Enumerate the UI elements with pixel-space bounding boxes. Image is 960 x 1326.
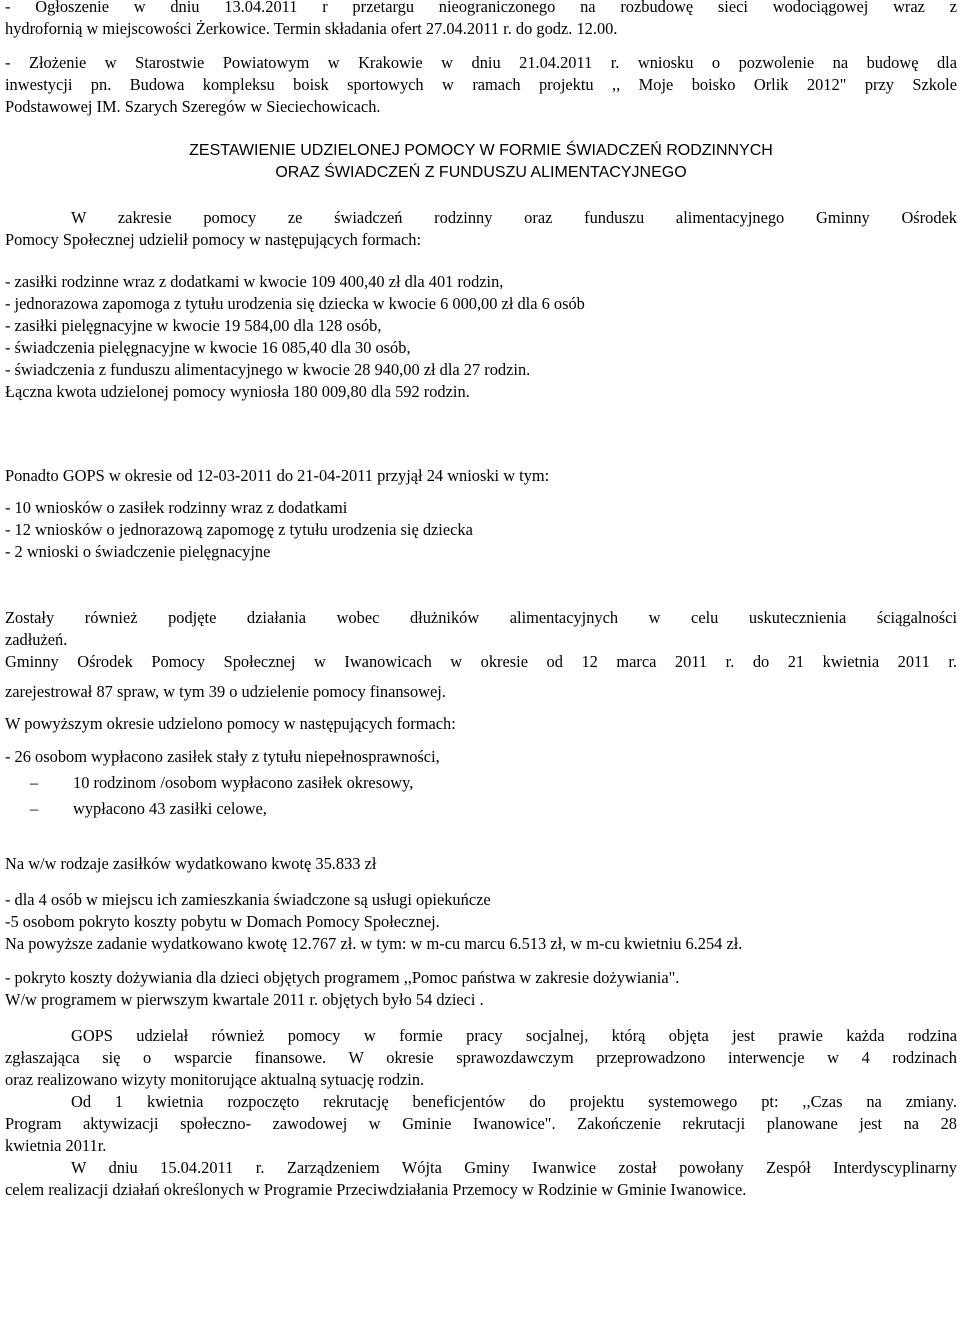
spending-line: Na w/w rodzaje zasiłków wydatkowano kwotę 35.833 zł <box>5 854 377 873</box>
social-work-paragraph: zgłaszająca się o wsparcie finansowe. W okresie sprawozdawczym przeprowadzono interwencje w 4 rodzinach <box>5 1048 957 1067</box>
announcement-line: - Ogłoszenie w dniu 13.04.2011 r przetargu nieograniczonego na rozbudowę sieci wodociągowej wraz z <box>5 0 957 16</box>
list-item: - 26 osobom wypłacono zasiłek stały z tytułu niepełnosprawności, <box>5 747 440 766</box>
announcement-line: hydrofornią w miejscowości Żerkowice. Termin składania ofert 27.04.2011 r. do godz. 12.00. <box>5 19 618 38</box>
list-item: - zasiłki rodzinne wraz z dodatkami w kwocie 109 400,40 zł dla 401 rodzin, <box>5 272 504 291</box>
project-paragraph: Od 1 kwietnia rozpoczęto rekrutację beneficjentów do projektu systemowego pt: ,,Czas na zmiany. <box>71 1092 957 1111</box>
project-paragraph: Program aktywizacji społeczno- zawodowej w Gminie Iwanowice". Zakończenie rekrutacji planowane jest na 28 <box>5 1114 957 1133</box>
list-item: - zasiłki pielęgnacyjne w kwocie 19 584,00 dla 128 osób, <box>5 316 382 335</box>
dash-list-text: 10 rodzinom /osobom wypłacono zasiłek okresowy, <box>73 773 414 792</box>
dash-list-item <box>5 798 957 820</box>
nutrition-line: - pokryto koszty dożywiania dla dzieci objętych programem ,,Pomoc państwa w zakresie dożywiania". <box>5 968 680 987</box>
debtors-line: Zostały również podjęte działania wobec dłużników alimentacyjnych w celu uskutecznienia ściągalności <box>5 608 957 627</box>
dash-list-item <box>5 772 957 794</box>
announcement-line: Podstawowej IM. Szarych Szeregów w Sieciechowicach. <box>5 97 381 116</box>
list-item: - jednorazowa zapomoga z tytułu urodzenia się dziecka w kwocie 6 000,00 zł dla 6 osób <box>5 294 585 313</box>
debtors-line: Gminny Ośrodek Pomocy Społecznej w Iwanowicach w okresie od 12 marca 2011 r. do 21 kwietnia 2011 r. <box>5 652 957 671</box>
care-line: -5 osobom pokryto koszty pobytu w Domach Pomocy Społecznej. <box>5 912 440 931</box>
debtors-line: zarejestrował 87 spraw, w tym 39 o udzielenie pomocy finansowej. <box>5 682 446 701</box>
project-paragraph: kwietnia 2011r. <box>5 1136 107 1155</box>
social-work-paragraph: GOPS udzielał również pomocy w formie pracy socjalnej, którą objęta jest prawie każda rodzina <box>71 1026 957 1045</box>
list-item: - świadczenia pielęgnacyjne w kwocie 16 085,40 dla 30 osób, <box>5 338 411 357</box>
announcement-line: inwestycji pn. Budowa kompleksu boisk sportowych w ramach projektu ,, Moje boisko Orlik 2012" przy Szkole <box>5 75 957 94</box>
nutrition-line: W/w programem w pierwszym kwartale 2011 r. objętych było 54 dzieci . <box>5 990 484 1009</box>
team-paragraph: W dniu 15.04.2011 r. Zarządzeniem Wójta Gminy Iwanwice został powołany Zespół Interdyscyplinarny <box>71 1158 957 1177</box>
list-item: - 10 wniosków o zasiłek rodzinny wraz z dodatkami <box>5 498 348 517</box>
total-line: Łączna kwota udzielonej pomocy wyniosła 180 009,80 dla 592 rodzin. <box>5 382 470 401</box>
intro-paragraph: Pomocy Społecznej udzielił pomocy w następujących formach: <box>5 230 422 249</box>
debtors-line: zadłużeń. <box>5 630 68 649</box>
care-line: Na powyższe zadanie wydatkowano kwotę 12.767 zł. w tym: w m-cu marcu 6.513 zł, w m-cu kwietniu 6.254 zł. <box>5 934 743 953</box>
intro-paragraph: W zakresie pomocy ze świadczeń rodzinny oraz funduszu alimentacyjnego Gminny Ośrodek <box>71 208 957 227</box>
dash-list-text: wypłacono 43 zasiłki celowe, <box>73 799 267 818</box>
announcement-line: - Złożenie w Starostwie Powiatowym w Krakowie w dniu 21.04.2011 r. wniosku o pozwolenie na budowę dla <box>5 53 957 72</box>
document-page <box>5 0 957 1201</box>
help-intro: W powyższym okresie udzielono pomocy w następujących formach: <box>5 714 456 733</box>
dash-bullet: – <box>30 799 39 818</box>
care-line: - dla 4 osób w miejscu ich zamieszkania świadczone są usługi opiekuńcze <box>5 890 491 909</box>
dash-bullet: – <box>30 773 39 792</box>
list-item: - 12 wniosków o jednorazową zapomogę z tytułu urodzenia się dziecka <box>5 520 473 539</box>
team-paragraph: celem realizacji działań określonych w Programie Przeciwdziałania Przemocy w Rodzinie w Gminie Iwanowice. <box>5 1180 747 1199</box>
section-heading: ORAZ ŚWIADCZEŃ Z FUNDUSZU ALIMENTACYJNEGO <box>275 164 687 181</box>
list-item: - świadczenia z funduszu alimentacyjnego w kwocie 28 940,00 zł dla 27 rodzin. <box>5 360 531 379</box>
list-item: - 2 wnioski o świadczenie pielęgnacyjne <box>5 542 271 561</box>
social-work-paragraph: oraz realizowano wizyty monitorujące aktualną sytuację rodzin. <box>5 1070 425 1089</box>
section-heading: ZESTAWIENIE UDZIELONEJ POMOCY W FORMIE ŚWIADCZEŃ RODZINNYCH <box>189 142 773 159</box>
applications-intro: Ponadto GOPS w okresie od 12-03-2011 do 21-04-2011 przyjął 24 wnioski w tym: <box>5 466 550 485</box>
